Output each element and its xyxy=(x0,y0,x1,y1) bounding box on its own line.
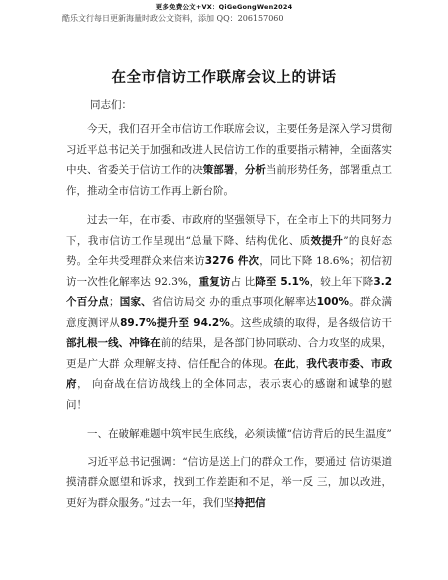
salutation: 同志们： xyxy=(90,99,132,111)
text-run: 省信访局交 办的重点事项化解率达 xyxy=(151,296,317,308)
bold-run: 策部署 xyxy=(202,164,235,176)
bold-run: 分析 xyxy=(244,164,266,176)
text-run: ，较上年下降 xyxy=(309,275,374,288)
paragraph-1 xyxy=(66,119,392,201)
text-run: ， xyxy=(234,164,245,176)
text-run: 过去一年，在市委、市政府的坚强领导下，在全市上下的共同努力下，我市信访工作呈现出“总量下降、结构优化、质 xyxy=(66,214,392,247)
bold-run: 部扎根一线、冲锋在 xyxy=(66,337,161,349)
promo-line: 酷乐文行每日更新海量时政公文资料，添加 QQ：206157060 xyxy=(62,14,284,23)
text-run: 占 比 xyxy=(230,275,256,288)
bold-run: 持把信 xyxy=(234,496,266,509)
bold-run: 89.7%提升至 94.2% xyxy=(120,316,230,329)
bold-run: 3.2 个百分点 xyxy=(66,275,393,308)
bold-run: 降至 5.1% xyxy=(255,275,310,288)
text-run: 习近平总书记强调：“信访是送上门的群众工作，要通过 信访渠道摸清群众愿望和诉求，找到工作差距和不足，举一反 三，加以改进，更好为群众服务。”过去一年，我们坚 xyxy=(66,455,392,509)
top-banner: 更多免费公文+VX：QiGeGongWen2024 xyxy=(155,3,293,11)
text-run: 今天，我们召开全市信访工作联席会议，主要任务是深入学习贯彻习近平总书记关于加强和改进人民信访工作的重要指示精神，全面落实中央、省委关于信访工作的决 xyxy=(66,123,392,176)
bold-run: 重复访 xyxy=(198,275,231,288)
text-run: 当前形势任务，部署重点工作，推动全市信访工作再上新台阶。 xyxy=(66,164,393,197)
document-body xyxy=(66,119,392,522)
text-run: 前的结果，是各部门协同联动、合力攻坚的成果，更是广大群 众理解支持、信任配合的体现。 xyxy=(66,337,393,370)
text-run: ， xyxy=(295,357,307,370)
bold-run: 效提升 xyxy=(310,234,344,247)
text-run: 。群众满意度测评从 xyxy=(66,296,393,329)
text-run: ， 向奋战在信访战线上的全体同志，表示衷心的感谢和诚挚的慰 问！ xyxy=(66,378,393,411)
bold-run: 3276 件次 xyxy=(204,255,260,267)
text-run: ”的良好态势。全年共受理群众来信来访 xyxy=(66,234,392,267)
bold-run: 在此 xyxy=(273,357,296,370)
text-run: ，同比下降 18.6%；初信初访一次性化解率达 92.3%， xyxy=(66,255,392,288)
section-heading-1: 一、在破解难题中筑牢民生底线，必须读懂“信访背后的民生温度” xyxy=(87,428,392,440)
bold-run: 国家、 xyxy=(119,296,152,308)
bold-run: 我代表市委、市政府 xyxy=(66,357,393,390)
paragraph-2 xyxy=(66,210,392,415)
paragraph-4 xyxy=(66,452,392,514)
document-title: 在全市信访工作联席会议上的讲话 xyxy=(111,70,337,86)
text-run: ； xyxy=(108,296,120,308)
bold-run: 100% xyxy=(316,296,350,308)
text-run: 。这些成绩的取得，是各级信访干 xyxy=(229,316,393,329)
